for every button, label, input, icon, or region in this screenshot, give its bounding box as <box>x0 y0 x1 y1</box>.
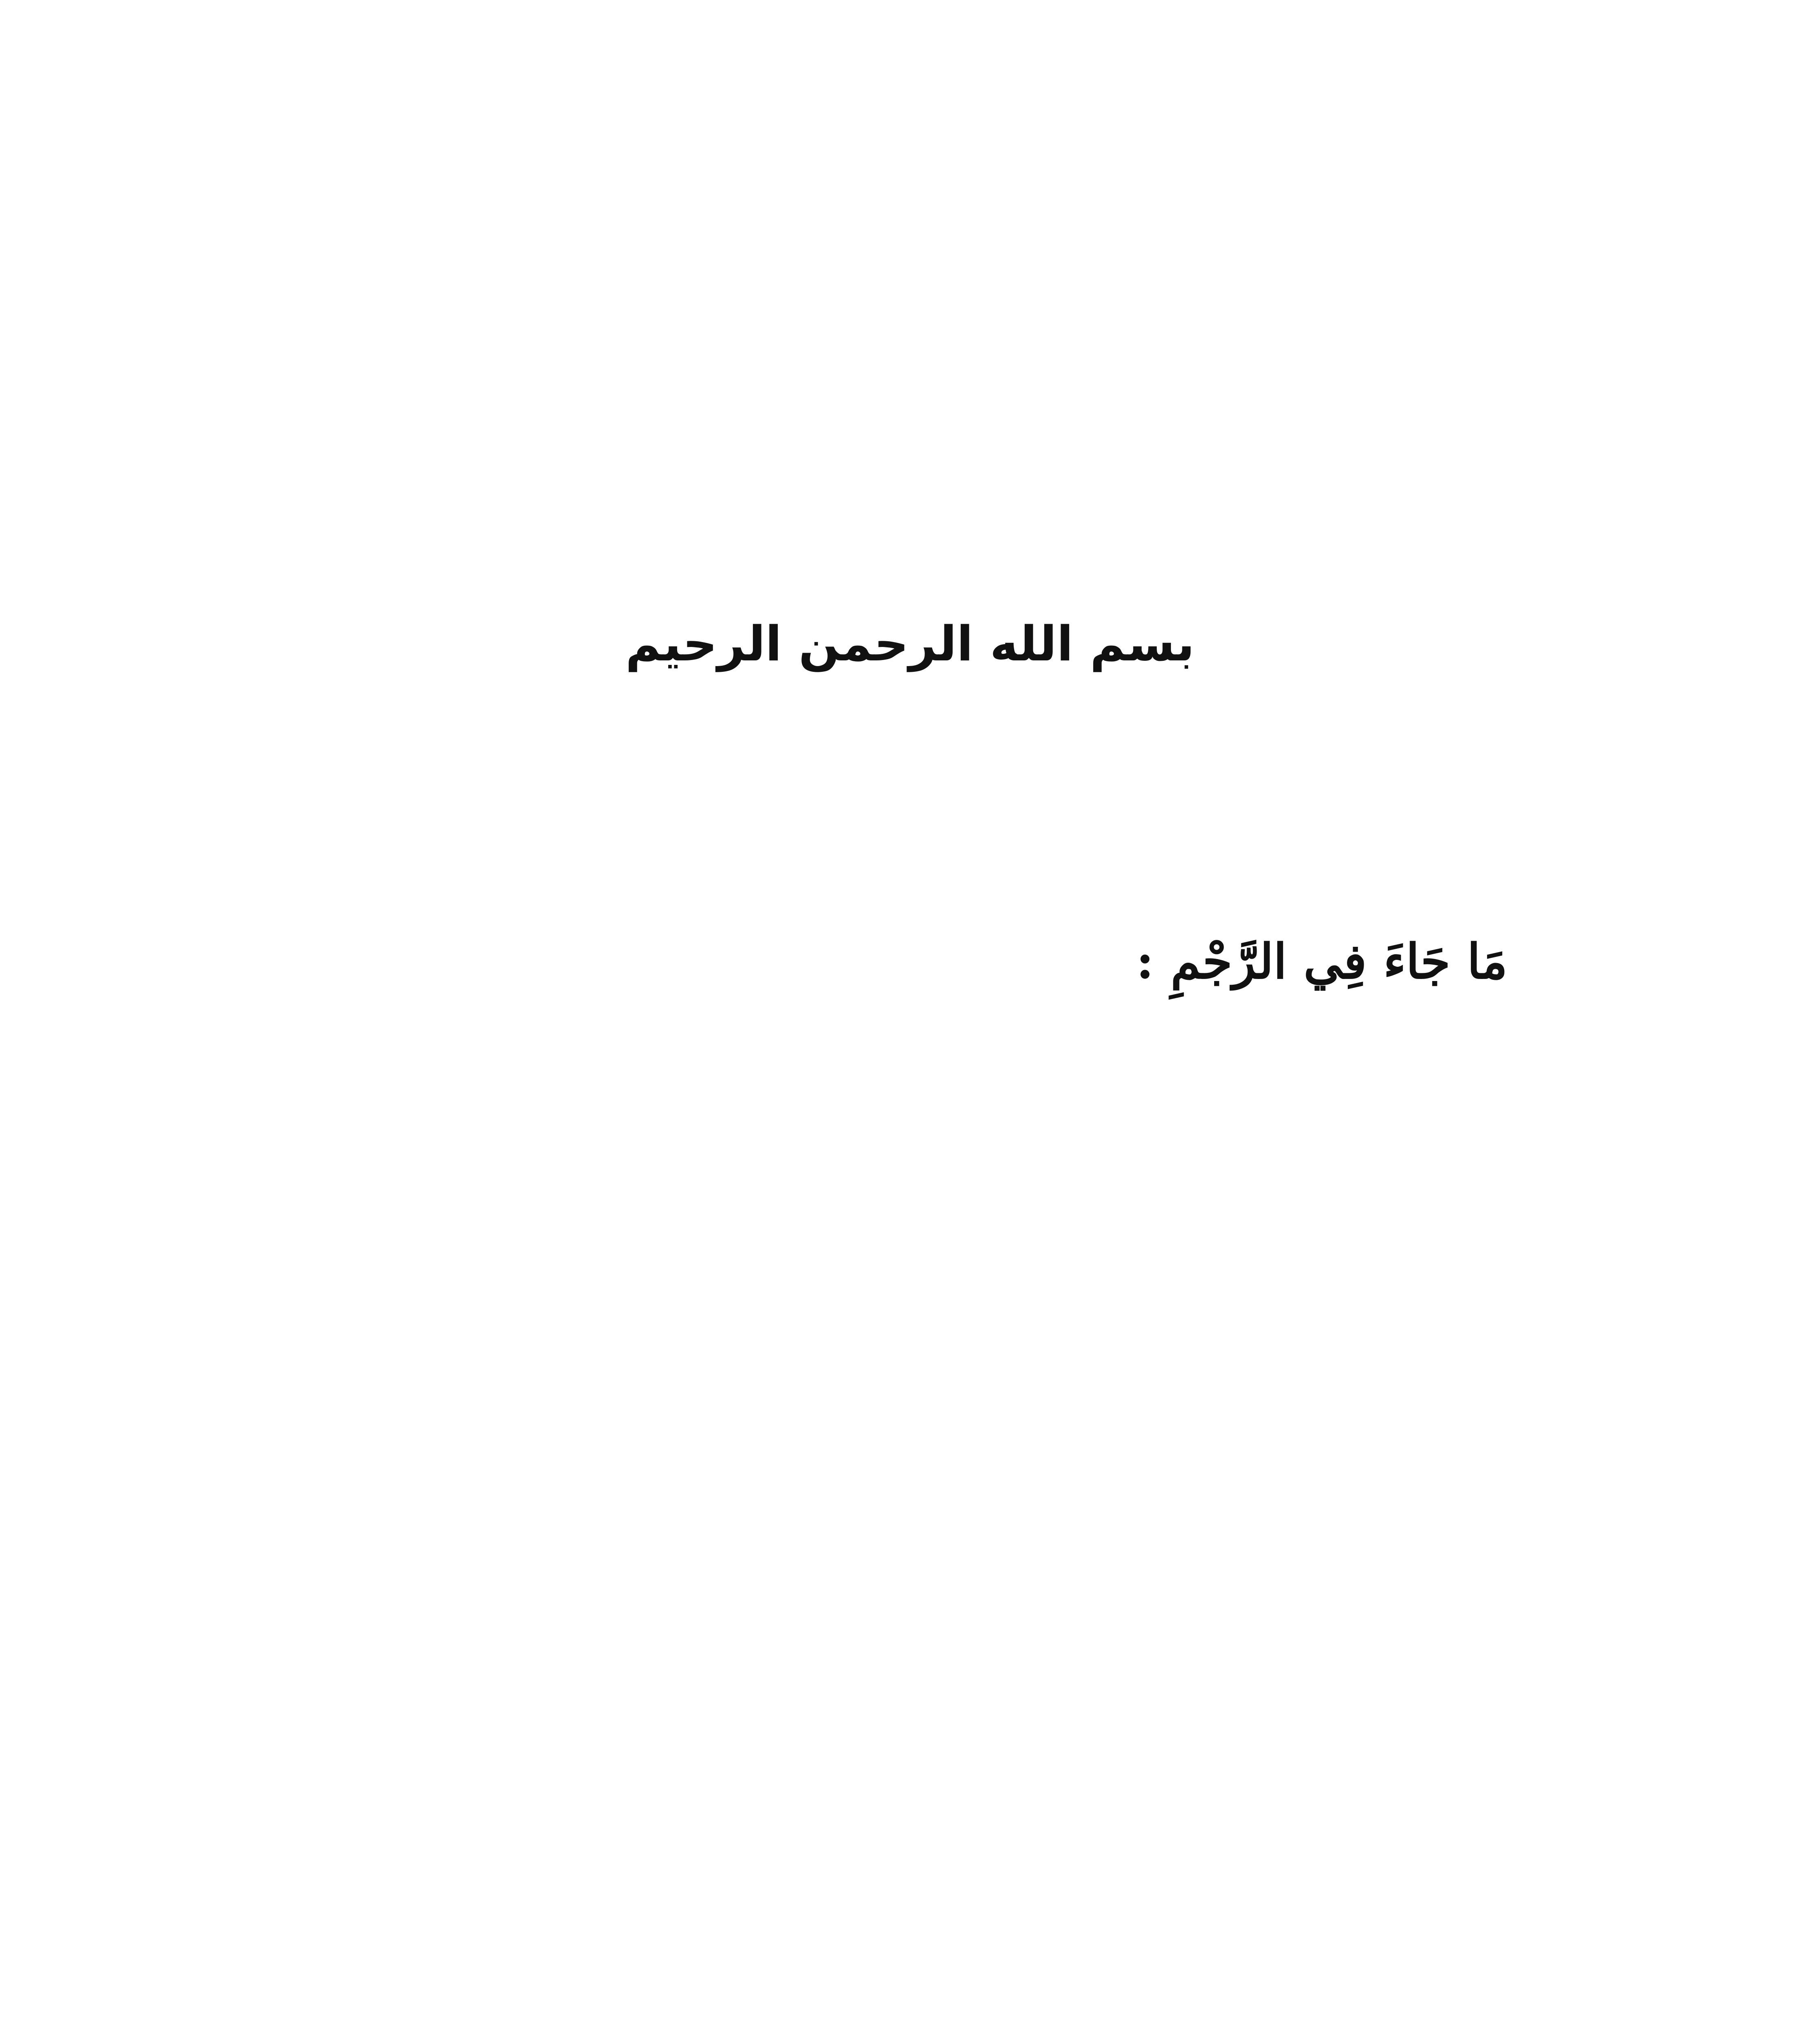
section-heading: مَا جَاءَ فِي الرَّجْمِ : <box>1136 933 1507 990</box>
basmala-heading: بسم الله الرحمن الرحيم <box>625 616 1195 672</box>
page-body <box>350 921 1507 1039</box>
